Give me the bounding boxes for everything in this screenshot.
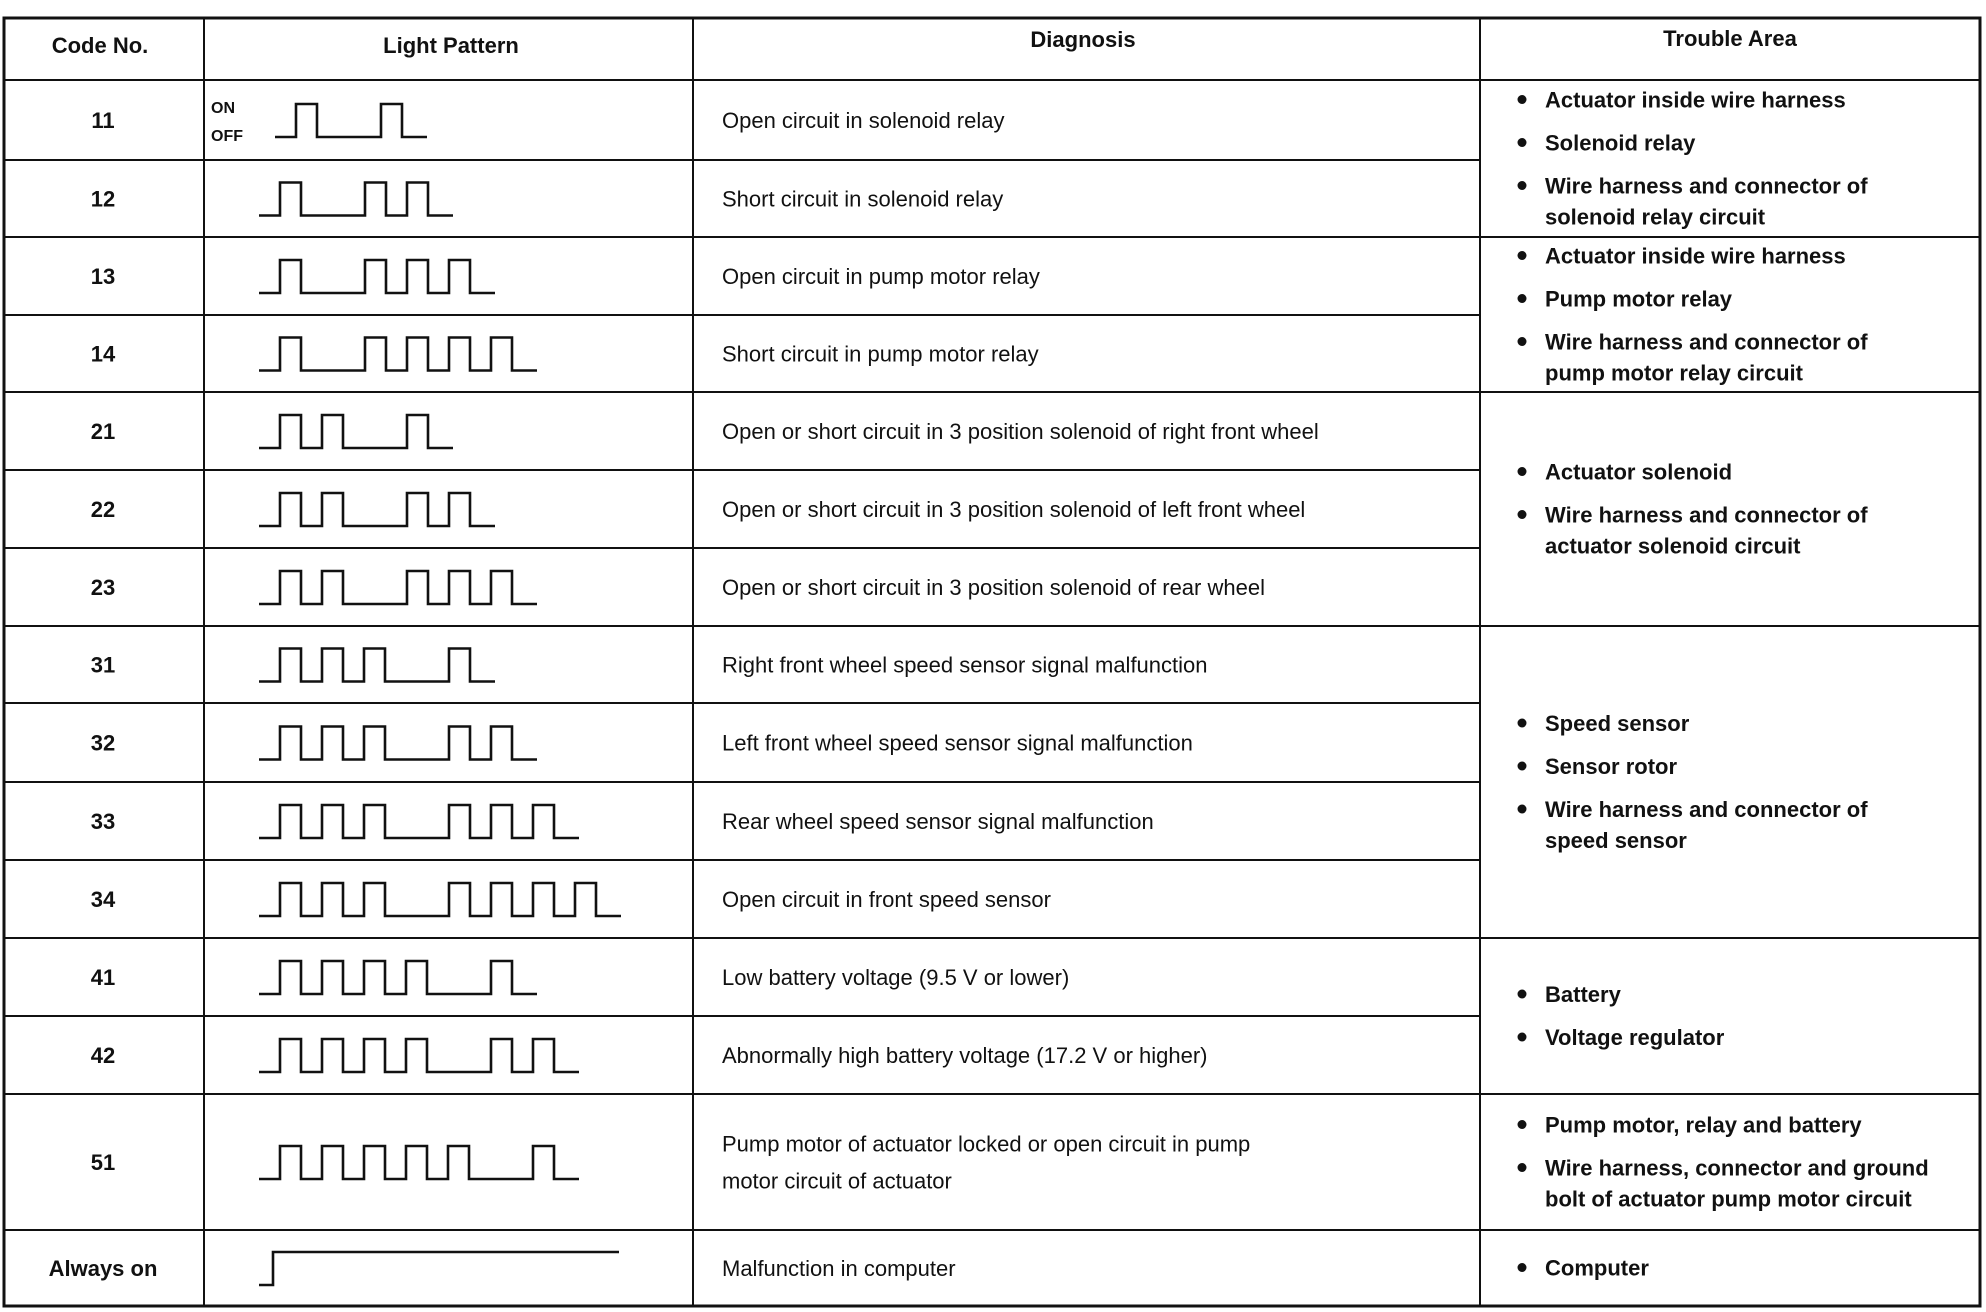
- light-pattern-waveform: [259, 1252, 619, 1285]
- header-trouble-area: Trouble Area: [1663, 26, 1797, 51]
- trouble-area-item: Pump motor, relay and battery: [1545, 1112, 1862, 1138]
- table-row: [91, 260, 1040, 293]
- code-number: 41: [90, 965, 116, 990]
- bullet-icon: [1518, 1120, 1527, 1129]
- code-number: 34: [90, 887, 116, 912]
- bullet-icon: [1518, 719, 1527, 728]
- diagnosis-text: Right front wheel speed sensor signal malfunction: [722, 652, 1208, 678]
- trouble-area-group: [1518, 1113, 1929, 1212]
- light-pattern-waveform: [259, 260, 495, 293]
- light-pattern-waveform: [259, 571, 537, 604]
- light-pattern-waveform: [259, 493, 495, 526]
- header-light-pattern: Light Pattern: [383, 33, 519, 58]
- bullet-icon: [1518, 251, 1527, 260]
- table-row: [91, 100, 1004, 145]
- trouble-area-item: bolt of actuator pump motor circuit: [1545, 1186, 1912, 1212]
- trouble-area-item: solenoid relay circuit: [1545, 204, 1766, 230]
- light-pattern-waveform: [259, 805, 579, 838]
- code-number: 21: [90, 419, 116, 444]
- bullet-icon: [1518, 990, 1527, 999]
- code-number: 12: [90, 186, 116, 212]
- trouble-area-group: [1518, 982, 1725, 1050]
- diagnosis-text: Open circuit in pump motor relay: [722, 264, 1040, 289]
- code-number: 31: [90, 652, 116, 678]
- off-level-label: OFF: [211, 128, 243, 145]
- light-pattern-waveform: [259, 961, 537, 994]
- diagnosis-text: Open or short circuit in 3 position solenoid of left front wheel: [722, 497, 1306, 522]
- table-row: [91, 1132, 1251, 1194]
- bullet-icon: [1518, 467, 1527, 476]
- trouble-area-item: pump motor relay circuit: [1545, 360, 1803, 386]
- code-number: 13: [90, 264, 116, 289]
- bullet-icon: [1518, 1263, 1527, 1272]
- diagnosis-text: motor circuit of actuator: [722, 1168, 952, 1194]
- bullet-icon: [1518, 181, 1527, 190]
- table-row: [49, 1252, 956, 1285]
- light-pattern-waveform: [275, 104, 427, 137]
- table-header: [52, 26, 1798, 58]
- diagnosis-text: Pump motor of actuator locked or open circuit in pump: [722, 1131, 1251, 1157]
- diagnosis-text: Low battery voltage (9.5 V or lower): [722, 965, 1070, 990]
- trouble-area-item: Actuator solenoid: [1545, 459, 1733, 485]
- code-number: 33: [90, 809, 116, 834]
- trouble-area-group: [1518, 244, 1869, 386]
- diagnosis-text: Open circuit in front speed sensor: [722, 887, 1051, 912]
- bullet-icon: [1518, 294, 1527, 303]
- bullet-icon: [1518, 510, 1527, 519]
- trouble-area-item: Wire harness and connector of: [1545, 502, 1868, 528]
- bullet-icon: [1518, 95, 1527, 104]
- trouble-area-group: [1518, 1256, 1650, 1281]
- code-number: 42: [90, 1043, 116, 1068]
- diagnosis-text: Abnormally high battery voltage (17.2 V or higher): [722, 1043, 1208, 1068]
- table-body: [49, 100, 1319, 1285]
- trouble-area-item: Actuator inside wire harness: [1545, 87, 1846, 113]
- table-row: [91, 415, 1319, 448]
- code-number: Always on: [48, 1256, 158, 1281]
- trouble-area-item: actuator solenoid circuit: [1545, 533, 1801, 559]
- diagnosis-text: Open circuit in solenoid relay: [722, 108, 1005, 133]
- table-row: [91, 183, 1003, 216]
- diagnosis-text: Malfunction in computer: [722, 1256, 956, 1281]
- table-row: [91, 571, 1265, 604]
- bullet-icon: [1518, 1033, 1527, 1042]
- diagnosis-text: Short circuit in pump motor relay: [722, 341, 1039, 367]
- diagnosis-text: Rear wheel speed sensor signal malfunction: [722, 809, 1154, 834]
- trouble-area-item: Voltage regulator: [1545, 1025, 1725, 1050]
- table-row: [91, 883, 1051, 916]
- light-pattern-waveform: [259, 183, 453, 216]
- table-row: [91, 493, 1306, 526]
- bullet-icon: [1518, 1163, 1527, 1172]
- diagnosis-text: Left front wheel speed sensor signal malfunction: [722, 730, 1193, 756]
- table-row: [91, 961, 1070, 994]
- header-diagnosis: Diagnosis: [1030, 27, 1136, 52]
- trouble-area-item: Battery: [1545, 982, 1621, 1007]
- code-number: 14: [90, 341, 116, 367]
- table-row: [91, 727, 1193, 760]
- trouble-area-item: Sensor rotor: [1545, 754, 1678, 779]
- trouble-area-item: Wire harness and connector of: [1545, 329, 1868, 355]
- light-pattern-waveform: [259, 883, 621, 916]
- code-number: 22: [90, 497, 116, 522]
- trouble-area-group: [1518, 460, 1869, 559]
- bullet-icon: [1518, 138, 1527, 147]
- diagnosis-text: Open or short circuit in 3 position solenoid of right front wheel: [722, 419, 1319, 444]
- code-number: 23: [90, 575, 116, 600]
- table-row: [91, 805, 1154, 838]
- trouble-area-item: Pump motor relay: [1545, 286, 1733, 312]
- trouble-area-item: Wire harness and connector of: [1545, 797, 1868, 822]
- diagnosis-text: Short circuit in solenoid relay: [722, 186, 1004, 212]
- on-level-label: ON: [211, 100, 235, 117]
- table-row: [91, 338, 1039, 371]
- trouble-area-item: speed sensor: [1545, 828, 1687, 853]
- code-number: 51: [90, 1150, 116, 1175]
- light-pattern-waveform: [259, 338, 537, 371]
- light-pattern-waveform: [259, 649, 495, 682]
- header-code-no: Code No.: [51, 33, 149, 58]
- light-pattern-waveform: [259, 415, 453, 448]
- table-row: [91, 1039, 1208, 1072]
- trouble-area-item: Wire harness and connector of: [1545, 173, 1868, 199]
- trouble-area-item: Speed sensor: [1545, 711, 1690, 736]
- trouble-area-item: Actuator inside wire harness: [1545, 243, 1846, 269]
- code-number: 11: [91, 108, 115, 133]
- trouble-area-item: Wire harness, connector and ground: [1545, 1155, 1929, 1181]
- light-pattern-waveform: [259, 727, 537, 760]
- light-pattern-waveform: [259, 1146, 579, 1179]
- bullet-icon: [1518, 805, 1527, 814]
- trouble-area-item: Solenoid relay: [1545, 130, 1696, 156]
- trouble-area-item: Computer: [1545, 1255, 1649, 1281]
- bullet-icon: [1518, 337, 1527, 346]
- diagnosis-text: Open or short circuit in 3 position solenoid of rear wheel: [722, 575, 1265, 600]
- trouble-area-group: [1518, 88, 1869, 230]
- trouble-area-column: [1518, 88, 1929, 1281]
- table-row: [91, 649, 1208, 682]
- code-number: 32: [90, 730, 116, 756]
- bullet-icon: [1518, 762, 1527, 771]
- trouble-area-group: [1518, 711, 1869, 853]
- light-pattern-waveform: [259, 1039, 579, 1072]
